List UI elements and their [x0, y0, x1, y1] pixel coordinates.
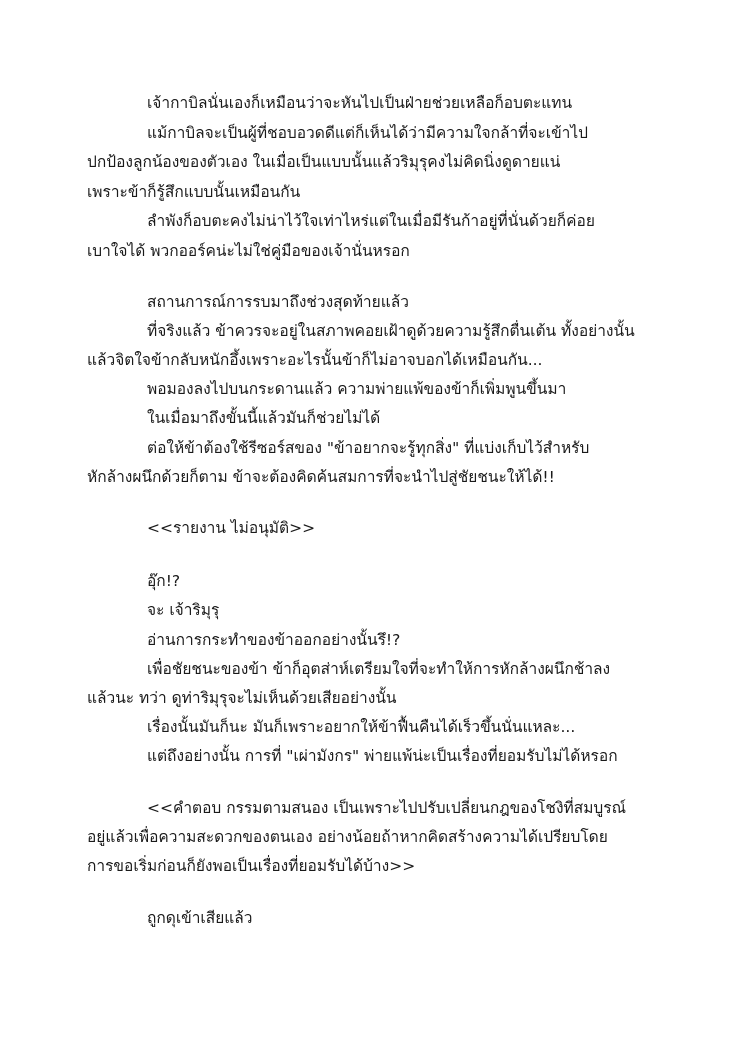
text-line: การขอเริ่มก่อนก็ยังพอเป็นเรื่องที่ยอมรับได้บ้าง>> — [87, 857, 416, 875]
text-line: ลำพังก็อบตะคงไม่น่าไว้ใจเท่าไหร่แต่ในเมื่อมีรันก้าอยู่ที่นั่นด้วยก็ค่อย — [147, 212, 595, 230]
text-line: อ่านการกระทำของข้าออกอย่างนั้นรึ!? — [147, 631, 401, 649]
text-line: หักล้างผนึกด้วยก็ตาม ข้าจะต้องคิดค้นสมการที่จะนำไปสู่ชัยชนะให้ได้!! — [87, 468, 555, 486]
text-line: เจ้ากาบิลนั่นเองก็เหมือนว่าจะหันไปเป็นฝ่ายช่วยเหลือก็อบตะแทน — [147, 94, 573, 112]
text-line: <<รายงาน ไม่อนุมัติ>> — [147, 519, 316, 537]
text-line: เรื่องนั้นมันก็นะ มันก็เพราะอยากให้ข้าฟื้นคืนได้เร็วขึ้นนั่นแหละ... — [147, 718, 576, 736]
text-line: เบาใจได้ พวกออร์คน่ะไม่ใช่คู่มือของเจ้านั่นหรอก — [87, 242, 410, 260]
text-line: พอมองลงไปบนกระดานแล้ว ความพ่ายแพ้ของข้าก็เพิ่มพูนขึ้นมา — [147, 380, 567, 398]
text-line: แล้วจิตใจข้ากลับหนักอึ้งเพราะอะไรนั้นข้าก็ไม่อาจบอกได้เหมือนกัน... — [87, 351, 543, 369]
text-line: ที่จริงแล้ว ข้าควรจะอยู่ในสภาพคอยเฝ้าดูด้วยความรู้สึกตื่นเต้น ทั้งอย่างนั้น — [147, 322, 635, 340]
text-line: แม้กาบิลจะเป็นผู้ที่ชอบอวดดีแต่ก็เห็นได้ว่ามีความใจกล้าที่จะเข้าไป — [147, 124, 589, 142]
text-line: เพื่อชัยชนะของข้า ข้าก็อุตส่าห์เตรียมใจที่จะทำให้การหักล้างผนึกช้าลง — [147, 660, 611, 678]
text-line: <<คำตอบ กรรมตามสนอง เป็นเพราะไปปรับเปลี่ยนกฎของโชงิที่สมบูรณ์ — [147, 799, 626, 817]
text-line: แล้วนะ ทว่า ดูท่าริมุรุจะไม่เห็นด้วยเสียอย่างนั้น — [87, 689, 397, 707]
text-line: จะ เจ้าริมุรุ — [147, 601, 220, 619]
text-line: เพราะข้าก็รู้สึกแบบนั้นเหมือนกัน — [87, 183, 301, 201]
text-line: อุ๊ก!? — [147, 572, 181, 590]
text-line: ถูกดุเข้าเสียแล้ว — [147, 909, 253, 927]
text-line: แต่ถึงอย่างนั้น การที่ "เผ่ามังกร" พ่ายแพ้น่ะเป็นเรื่องที่ยอมรับไม่ได้หรอก — [147, 747, 618, 765]
text-line: ในเมื่อมาถึงขั้นนี้แล้วมันก็ช่วยไม่ได้ — [147, 409, 381, 427]
text-line: สถานการณ์การรบมาถึงช่วงสุดท้ายแล้ว — [147, 293, 409, 311]
text-line: ปกป้องลูกน้องของตัวเอง ในเมื่อเป็นแบบนั้นแล้วริมุรุคงไม่คิดนิ่งดูดายแน่ — [87, 153, 561, 171]
text-line: อยู่แล้วเพื่อความสะดวกของตนเอง อย่างน้อยถ้าหากคิดสร้างความได้เปรียบโดย — [87, 828, 608, 846]
text-line: ต่อให้ข้าต้องใช้รีซอร์สของ "ข้าอยากจะรู้ทุกสิ่ง" ที่แบ่งเก็บไว้สำหรับ — [147, 439, 590, 457]
